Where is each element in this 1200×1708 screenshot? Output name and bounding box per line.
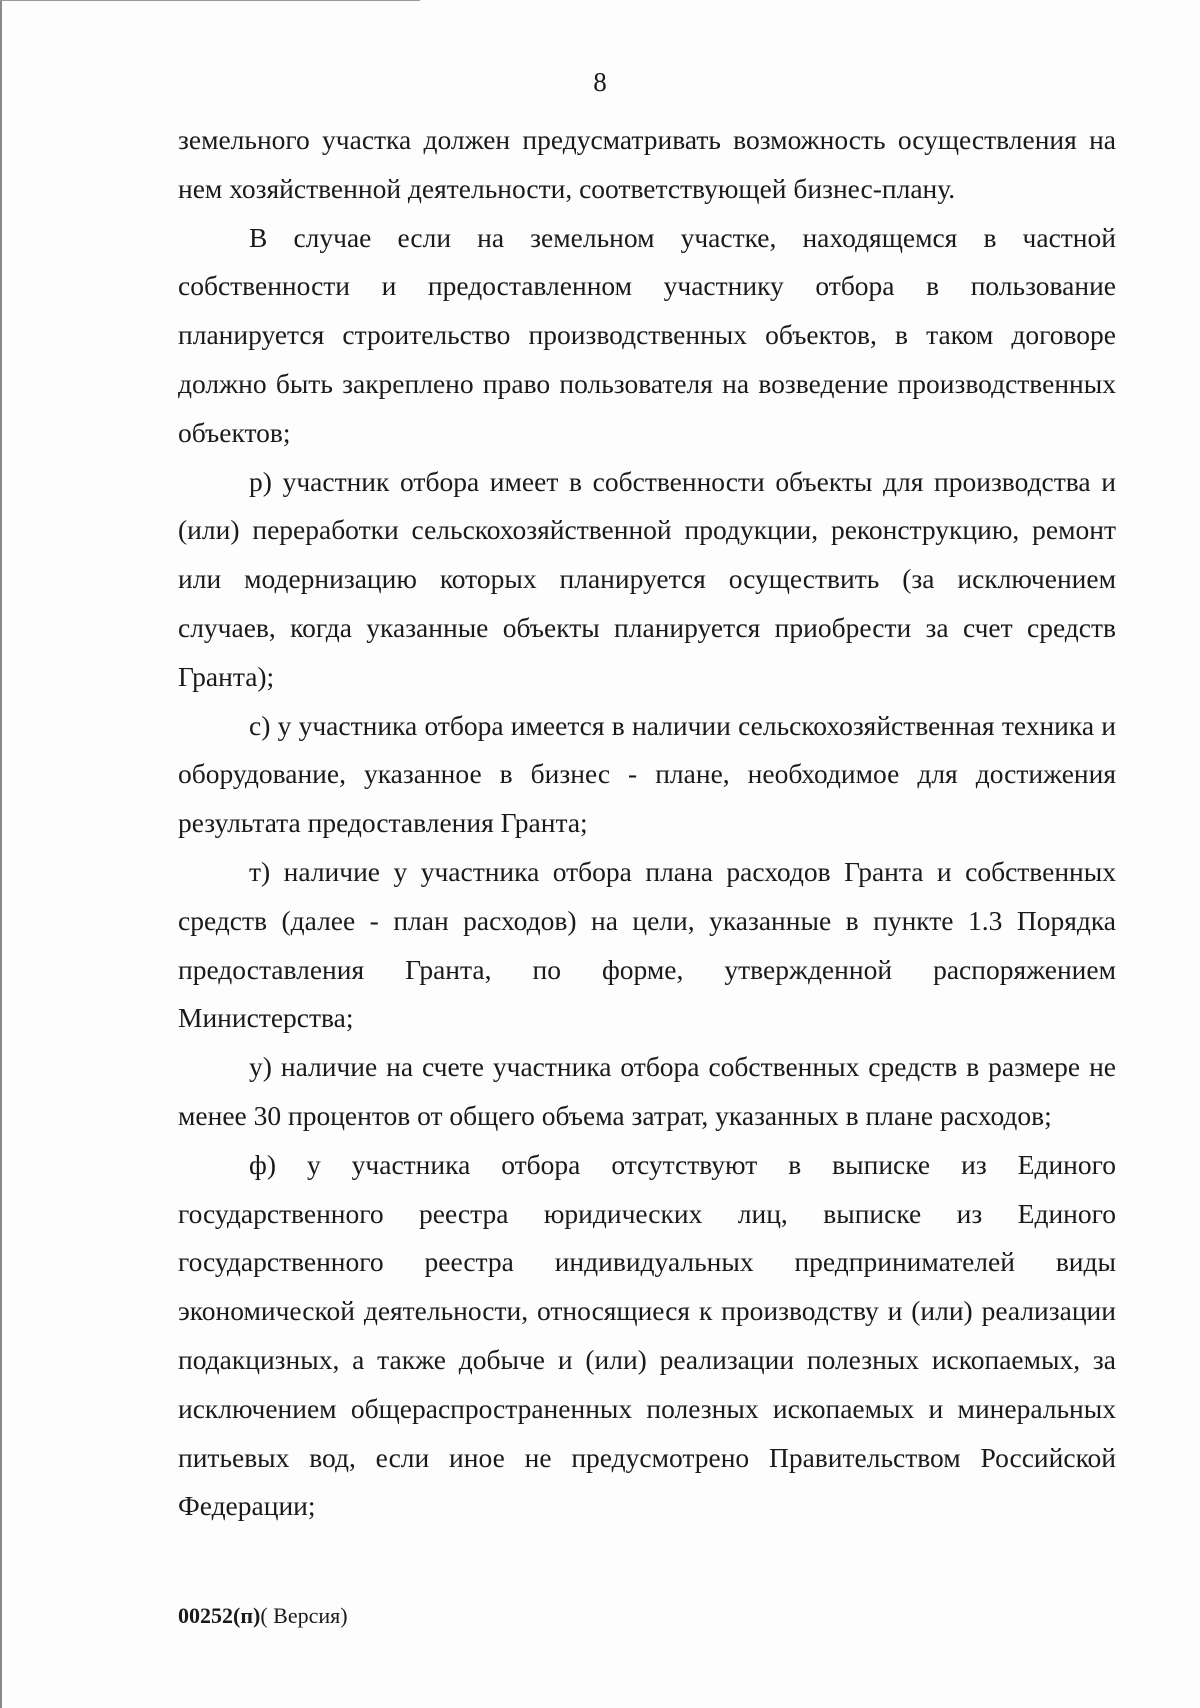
paragraph-item-t: т) наличие у участника отбора плана расходов Гранта и собственных средств (далее - план расходов) на цели, указанные в пункте 1.3 Порядка предоставления Гранта, по форме, утвержденной распоряжением Министерства; xyxy=(178,855,1116,1034)
document-body xyxy=(178,116,1116,1531)
paragraph-item-r: р) участник отбора имеет в собственности объекты для производства и (или) переработки сельскохозяйственной продукции, реконструкцию, ремонт или модернизацию которых планируется осуществить (за исключением случаев, когда указанные объекты планируется приобрести за счет средств Гранта); xyxy=(178,465,1116,692)
footer-reference xyxy=(178,1602,348,1630)
paragraph-continuation: земельного участка должен предусматривать возможность осуществления на нем хозяйственной деятельности, соответствующей бизнес-плану. xyxy=(178,124,1116,204)
paragraph-private-land: В случае если на земельном участке, находящемся в частной собственности и предоставленном участнику отбора в пользование планируется строительство производственных объектов, в таком договоре должно быть закреплено право пользователя на возведение производственных объектов; xyxy=(178,221,1116,448)
paragraph-item-f: ф) у участника отбора отсутствуют в выписке из Единого государственного реестра юридических лиц, выписке из Единого государственного реестра индивидуальных предпринимателей виды экономической деятельности, относящиеся к производству и (или) реализации подакцизных, а также добыче и (или) реализации полезных ископаемых, за исключением общераспространенных полезных ископаемых и минеральных питьевых вод, если иное не предусмотрено Правительством Российской Федерации; xyxy=(178,1148,1116,1522)
scan-top-rule xyxy=(0,0,420,1)
page-number: 8 xyxy=(593,67,607,97)
document-code: 00252(п) xyxy=(178,1603,261,1628)
paragraph-item-u: у) наличие на счете участника отбора собственных средств в размере не менее 30 процентов от общего объема затрат, указанных в плане расходов; xyxy=(178,1051,1116,1131)
paragraph-item-s: с) у участника отбора имеется в наличии сельскохозяйственная техника и оборудование, указанное в бизнес - плане, необходимое для достижения результата предоставления Гранта; xyxy=(178,709,1116,839)
document-version: ( Версия) xyxy=(260,1603,348,1628)
scan-edge-line xyxy=(0,0,2,1708)
